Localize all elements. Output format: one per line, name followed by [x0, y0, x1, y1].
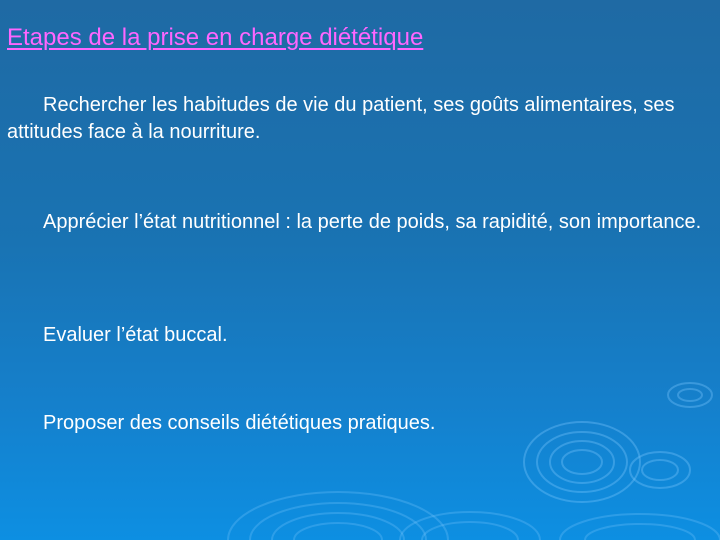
bullet-point-1: Rechercher les habitudes de vie du patient, ses goûts alimentaires, ses attitudes face à la nourriture.	[7, 94, 675, 143]
bullet-point-4: Proposer des conseils diététiques pratiques.	[43, 412, 436, 434]
ripple-cluster-right	[524, 383, 712, 502]
bullet-point-3: Evaluer l’état buccal.	[43, 324, 228, 346]
bullet-point-2: Apprécier l’état nutritionnel : la perte de poids, sa rapidité, son importance.	[43, 211, 702, 233]
ripple-cluster-bottom	[228, 492, 720, 540]
slide-title: Etapes de la prise en charge diététique	[7, 24, 424, 51]
